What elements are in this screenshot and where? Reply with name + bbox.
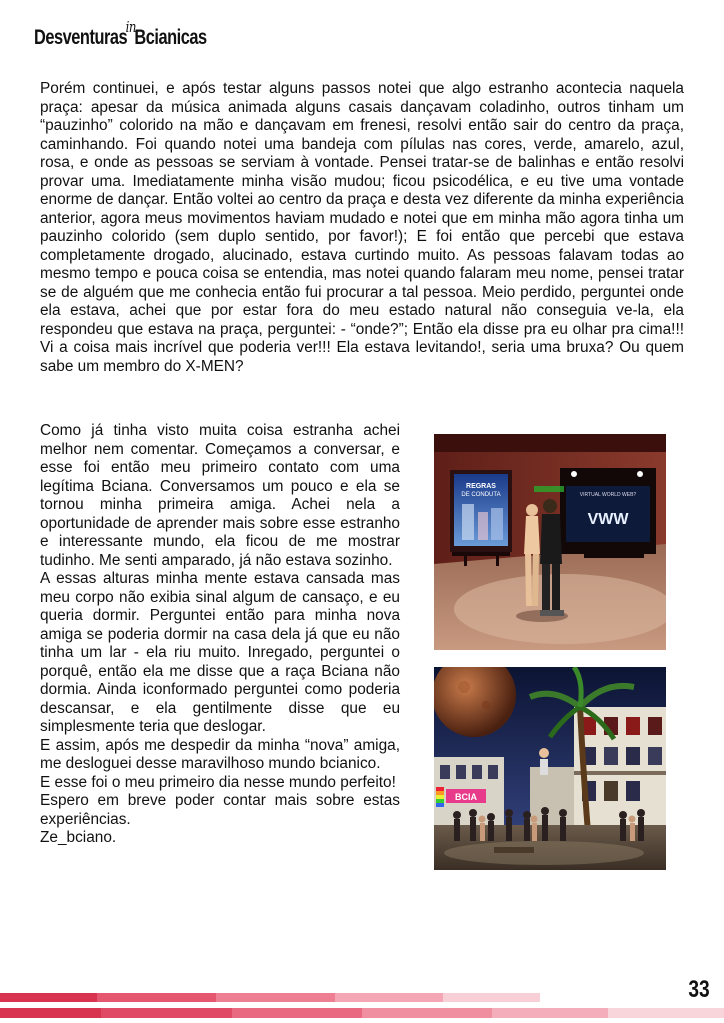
footer-stripe-bottom: [0, 1008, 724, 1018]
logo-in: in: [125, 18, 136, 36]
article-signature: Ze_bciano.: [40, 829, 117, 846]
article-paragraph-5: E esse foi o meu primeiro dia nesse mundo perfeito!: [40, 773, 396, 791]
article-column: [40, 422, 400, 848]
night-plaza-illustration: [434, 667, 666, 870]
virtual-room-illustration: [434, 434, 666, 650]
screenshot-night-plaza: [434, 667, 666, 870]
page-number: 33: [688, 976, 710, 1003]
article-paragraph-1: Porém continuei, e após testar alguns passos notei que algo estranho acontecia naquela praça: apesar da música animada alguns casais dançavam coladinho, outros tinham um “pauzinho” colorido na mão e dançavam em frenesi, resolvi então sair do centro da praça, caminhando. Foi quando notei uma bandeja com pílulas nas cores, verde, amarelo, azul, rosa, e onde as pessoas se serviam à vontade. Pensei tratar-se de balinhas e então resolvi provar uma. Imediatamente minha visão mudou; ficou psicodélica, e eu tive uma vontade enorme de dançar. Então voltei ao centro da praça e desta vez diferente da minha experiência anterior, agora meus movimentos haviam mudado e notei que em minha mão agora tinha um pauzinho colorido (sem duplo sentido, por favor!); E foi então que percebi que estava completamente drogado, alucinado, estava curtindo muito. As pessoas falavam todas ao mesmo tempo e pouca coisa se entendia, mas notei quando falaram meu nome, pensei tratar se de alguém que me conhecia então fui procurar a tal pessoa. Meio perdido, perguntei onde ela estava, achei que por estar fora do meu estado natural não conseguia ve-la, ela respondeu que estava na praça, perguntei: - “onde?”; Então ela disse pra eu olhar pra cima!!! Vi a coisa mais incrível que poderia ver!!! Ela estava levitando!, seria uma bruxa? Ou quem sabe um membro do X-MEN?: [40, 80, 684, 375]
logo-word-2: Bcianicas: [134, 26, 207, 49]
article-paragraph-3: A essas alturas minha mente estava cansada mas meu corpo não exibia sinal algum de cansaço, e eu queria dormir. Perguntei então para minha nova amiga se poderia dormir na casa dela já que eu não tinha um lar - ela riu muito. Inregado, perguntei o porquê, então ela me disse que a raça Bciana não dormia. Ainda iconformado perguntei como poderia descansar, e ela gentilmente disse que eu simplesmente teria que deslogar.: [40, 570, 400, 735]
magazine-logo: [34, 18, 207, 50]
sign-regras-subtitle: DE CONDUTA: [461, 492, 501, 498]
article-paragraph-2: Como já tinha visto muita coisa estranha achei melhor nem comentar. Começamos a conversar, e esse foi então meu primeiro contato com uma legítima Bciana. Conversamos um pouco e ela se tornou minha primeira amiga. Achei nela a oportunidade de aprender mais sobre esse estranho e interessante mundo, ela ficou de me mostrar tudinho. Me senti amparado, já não estava sozinho.: [40, 422, 400, 569]
sign-vww-logo: VWW: [587, 511, 629, 528]
sign-vww-title: VIRTUAL WORLD WEB?: [579, 492, 637, 498]
article-paragraph-4: E assim, após me despedir da minha “nova” amiga, me desloguei desse maravilhoso mundo bcianico.: [40, 736, 400, 772]
article-paragraph-6: Espero em breve poder contar mais sobre estas experiências.: [40, 792, 400, 828]
footer-stripe-top: [0, 993, 540, 1002]
sign-regras-title: REGRAS: [466, 483, 496, 490]
plaza-sign-text: BCIA: [455, 792, 477, 802]
logo-word-1: Desventuras: [34, 26, 128, 49]
screenshot-virtual-room: [434, 434, 666, 650]
